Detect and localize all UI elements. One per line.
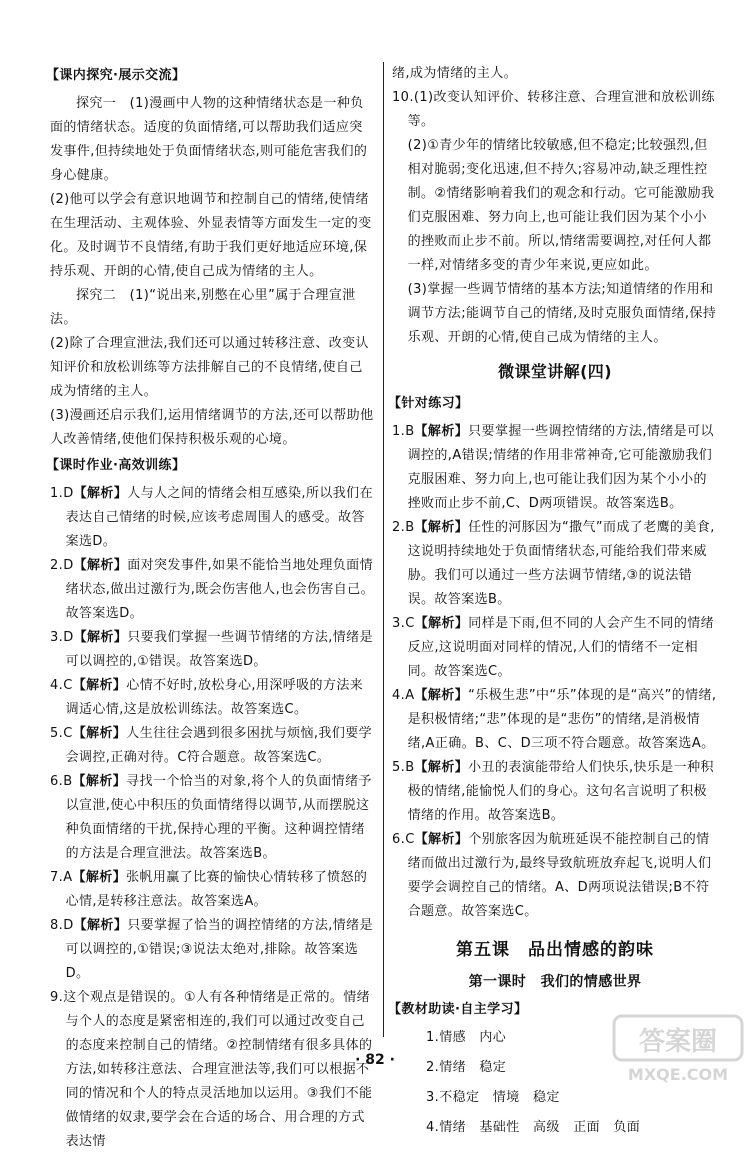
answer-9-continuation: 绪,成为情绪的主人。 <box>392 66 518 81</box>
answer-item: 3.D【解析】只要我们掌握一些调节情绪的方法,情绪是可以调控的,①错误。故答案选D。 <box>50 630 373 669</box>
answer-item: 8.D【解析】只要掌握了恰当的调控情绪的方法,情绪是可以调控的,①错误;③说法太绝对,排除。故答案选D。 <box>50 918 373 981</box>
fill-answer-item: 1.情感 内心 <box>426 1030 507 1045</box>
svg-text:答案圈: 答案圈 <box>638 1027 718 1057</box>
practice-item: 3.C【解析】同样是下雨,但不同的人会产生不同的情绪反应,这说明面对同样的情况,人们的情绪不一定相同。故答案选C。 <box>392 616 715 679</box>
answer-item: 1.D【解析】人与人之间的情绪会相互感染,所以我们在表达自己情绪的时候,应该考虑周围人的感受。故答案选D。 <box>50 486 373 549</box>
section-header-explore: 【课内探究·展示交流】 <box>46 68 186 83</box>
fill-answer-item: 3.不稳定 情境 稳定 <box>426 1090 560 1105</box>
fill-answer-item: 2.情绪 稳定 <box>426 1060 507 1075</box>
explore-two-paragraph-2: (2)除了合理宣泄法,我们还可以通过转移注意、改变认知评价和放松训练等方法排解自己的不良情绪,使自己成为情绪的主人。 <box>50 336 369 399</box>
answer-10-part-3: (3)掌握一些调节情绪的基本方法;知道情绪的作用和调节方法;能调节自己的情绪,及时克服负面情绪,保持乐观、开朗的心情,使自己成为情绪的主人。 <box>407 282 717 345</box>
practice-item: 1.B【解析】只要掌握一些调控情绪的方法,情绪是可以调控的,A错误;情绪的作用非常神奇,它可能激励我们克服困难、努力向上,也可能让我们因为某个小小的挫败而止步不前,C、D两项错误。故答案选B。 <box>392 424 714 511</box>
section-header-practice: 【针对练习】 <box>388 396 469 411</box>
answer-item: 7.A【解析】张帆用赢了比赛的愉快心情转移了愤怒的心情,是转移注意法。故答案选A。 <box>50 870 368 909</box>
answer-10-part-2: (2)①青少年的情绪比较敏感,但不稳定;比较强烈,但相对脆弱;变化迅速,但不持久;容易冲动,缺乏理性控制。②情绪影响着我们的观念和行动。它可能激励我们克服困难、努力向上,也可能让我们因为某个小小的挫败而止步不前。所以,情绪需要调控,对任何人都一样,对情绪多变的青少年来说,更应如此。 <box>407 138 715 273</box>
answer-item: 2.D【解析】面对突发事件,如果不能恰当地处理负面情绪状态,做出过激行为,既会伤害他人,也会伤害自己。故答案选D。 <box>50 558 374 621</box>
explore-two-paragraph-1: 探究二 (1)“说出来,别憋在心里”属于合理宣泄法。 <box>50 288 356 327</box>
practice-item: 2.B【解析】任性的河豚因为“撒气”而成了老鹰的美食,这说明持续地处于负面情绪状态,可能给我们带来威胁。我们可以通过一些方法调节情绪,③的说法错误。故答案选B。 <box>392 520 715 607</box>
practice-item: 5.B【解析】小丑的表演能带给人们快乐,快乐是一种积极的情绪,能愉悦人们的身心。这句名言说明了积极情绪的作用。故答案选B。 <box>392 760 714 823</box>
explore-two-paragraph-3: (3)漫画还启示我们,运用情绪调节的方法,还可以帮助他人改善情绪,使他们保持积极乐观的心境。 <box>50 408 374 447</box>
answer-item: 9.这个观点是错误的。①人有各种情绪是正常的。情绪与个人的态度是紧密相连的,我们可以通过改变自己的态度来控制自己的情绪。②控制情绪有很多具体的方法,如转移注意法、合理宣泄法等,我们可以根据不同的情况和个人的特点灵活地加以运用。③我们不能做情绪的奴隶,要学会在合适的场合、用合理的方式表达情 <box>50 990 373 1149</box>
answer-item: 4.C【解析】心情不好时,放松身心,用深呼吸的方法来调适心情,这是放松训练法。故答案选C。 <box>50 678 364 717</box>
answer-10-part-1: 10.(1)改变认知评价、转移注意、合理宣泄和放松训练等。 <box>392 90 715 129</box>
svg-text:MXQE.COM: MXQE.COM <box>627 1065 729 1084</box>
explore-one-paragraph-2: (2)他可以学会有意识地调节和控制自己的情绪,使情绪在生理活动、主观体验、外显表情等方面发生一定的变化。及时调节不良情绪,有助于我们更好地适应环境,保持乐观、开朗的心情,使自己成为情绪的主人。 <box>50 192 372 279</box>
lesson-subtitle: 第一课时 我们的情感世界 <box>468 974 642 990</box>
practice-item: 6.C【解析】个别旅客因为航班延误不能控制自己的情绪而做出过激行为,最终导致航班放弃起飞,说明人们要学会调控自己的情绪。A、D两项说法错误;B不符合题意。故答案选C。 <box>392 832 712 919</box>
left-column <box>46 62 376 1154</box>
explore-one-paragraph-1: 探究一 (1)漫画中人物的这种情绪状态是一种负面的情绪状态。适度的负面情绪,可以帮助我们适应突发事件,但持续地处于负面情绪状态,则可能危害我们的身心健康。 <box>50 96 368 183</box>
column-divider <box>383 62 384 1037</box>
answer-item: 6.B【解析】寻找一个恰当的对象,将个人的负面情绪予以宣泄,使心中积压的负面情绪得以调节,从而摆脱这种负面情绪的干扰,保持心理的平衡。这种调控情绪的方法是合理宣泄法。故答案选B。 <box>50 774 372 861</box>
fill-answer-item: 4.情绪 基础性 高级 正面 负面 <box>426 1120 641 1135</box>
practice-item: 4.A【解析】“乐极生悲”中“乐”体现的是“高兴”的情绪,是积极情绪;“悲”体现的是“悲伤”的情绪,是消极情绪,A正确。B、C、D三项不符合题意。故答案选A。 <box>392 688 717 751</box>
watermark-logo-icon <box>612 1014 744 1086</box>
right-column <box>388 62 718 1146</box>
page-number: · 82 · <box>355 1052 395 1068</box>
section-header-textbook: 【教材助读·自主学习】 <box>388 1002 528 1017</box>
micro-lesson-title: 微课堂讲解(四) <box>498 362 612 381</box>
section-header-homework: 【课时作业·高效训练】 <box>46 458 186 473</box>
answer-item: 5.C【解析】人生往往会遇到很多困扰与烦恼,我们要学会调控,正确对待。C符合题意。故答案选C。 <box>50 726 373 765</box>
lesson-title: 第五课 品出情感的韵味 <box>456 940 654 960</box>
